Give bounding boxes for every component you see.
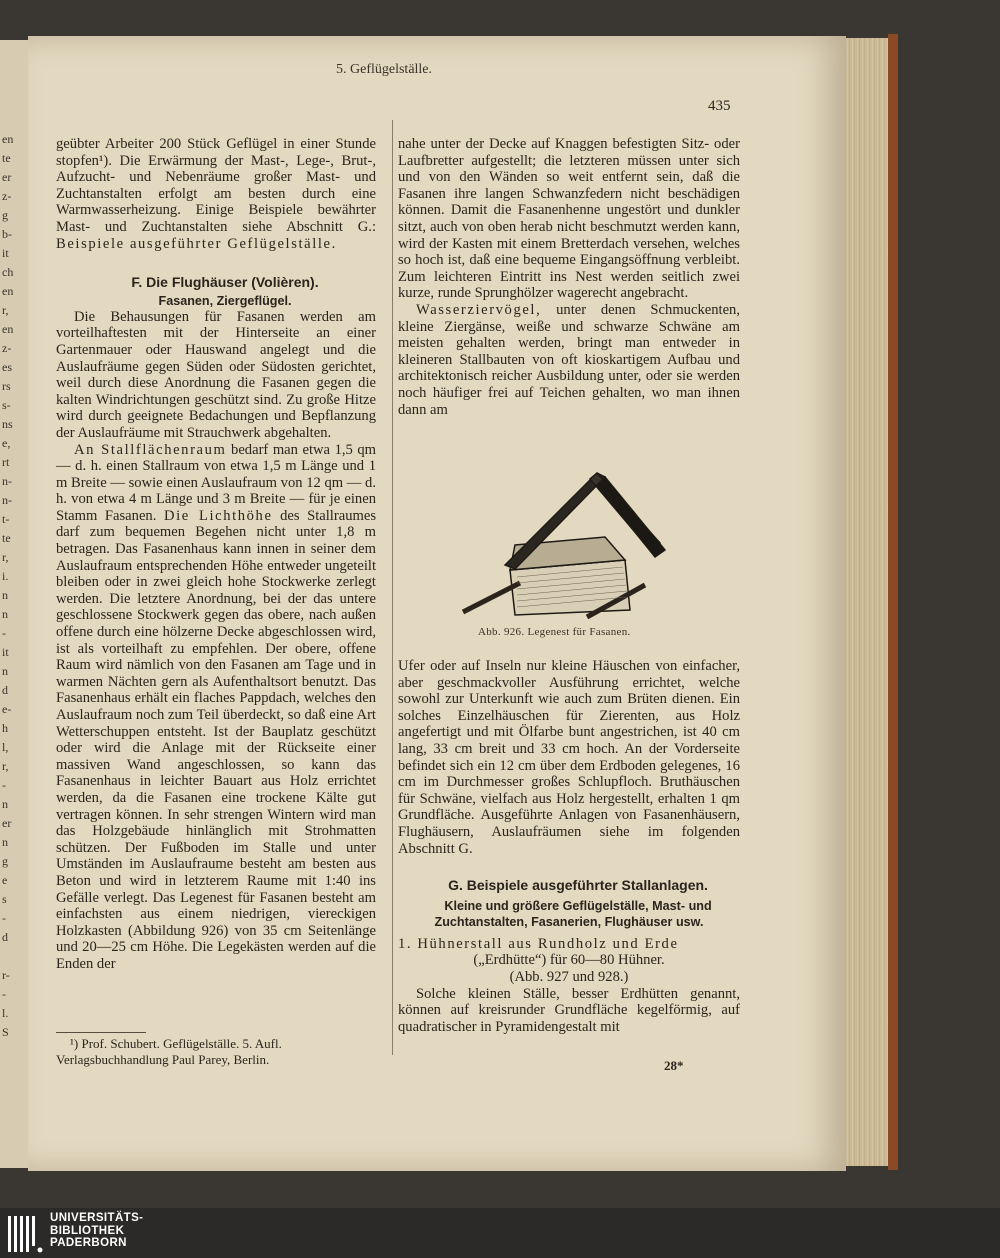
left-page-fragment: rt [2, 455, 10, 469]
left-page-fragment: e, [2, 436, 11, 450]
left-page-fragment: S [2, 1025, 9, 1039]
left-page-fragment: b- [2, 227, 12, 241]
text: geübter Arbeiter 200 Stück Geflügel in einer Stunde stopfen¹). Die Erwärmung der Mast-, Lege-, Brut-, Aufzucht- und Nebenräume großer Mast- und Zuchtanstalten erfolgt am besten durch eine Warmwasserheizung. Einige Beispiele bewährter Mast- und Zuchtanstalten siehe Abschnitt G.: [56, 136, 376, 235]
left-page-fragment: it [2, 246, 9, 260]
footnote: ¹) Prof. Schubert. Geflügelställe. 5. Aufl. Verlagsbuchhandlung Paul Parey, Berlin. [56, 1036, 282, 1067]
spaced-text: Wasserziervögel, [416, 301, 542, 318]
left-page-fragment: en [2, 132, 14, 146]
left-page-fragment: es [2, 360, 12, 374]
left-page-fragment: z- [2, 189, 12, 203]
left-page-fragment: d [2, 683, 8, 697]
left-page-fragment: n [2, 588, 8, 602]
right-column-top [398, 136, 740, 418]
list-item-subline: (Abb. 927 und 928.) [509, 968, 629, 985]
left-page-fragment: er [2, 170, 12, 184]
paragraph: Solche kleinen Ställe, besser Erdhütten genannt, können auf kreisrunder Grundfläche kegelförmig, auf quadratischer in Pyramidengestalt mit [398, 985, 740, 1035]
column-divider [392, 120, 393, 1055]
left-page-fragment: h [2, 721, 8, 735]
left-page-fragment: e [2, 873, 8, 887]
section-subheading-g: Kleine und größere Geflügelställe, Mast- und Zuchtanstalten, Fasanerien, Flughäuser usw. [434, 898, 712, 929]
left-page-fragment: - [2, 778, 6, 792]
left-page-fragment: r- [2, 968, 10, 982]
section-heading-f: F. Die Flughäuser (Volièren). [131, 274, 319, 291]
right-column-bottom [398, 658, 740, 1035]
left-page-fragment: n [2, 835, 8, 849]
text: des Stallraumes darf zum bequemen Begehen nicht unter 1,8 m betragen. Das Fasanenhaus kann innen in seiner dem Auslaufraum entsprechenden Höhe entweder ungeteilt bleiben oder in zwei gleich hohe Stockwerke zerlegt werden. Die letztere Anordnung, bei der das untere geschlossene Stockwerk gegen das obere, nach außen offene durch eine hölzerne Decke abgeschlossen wird, ist als vorteilhaft zu empfehlen. Der obere, offene Raum wird nämlich von den Fasanen am Tage und in warmen Nächten gern als Aufenthaltsort benutzt. Das Fasanenhaus erhält ein flaches Pappdach, welches den Auslaufraum noch zum Teil überdeckt, so daß eine Art Wetterschuppen entsteht. Ist der Bauplatz geschützt oder wird die Anlage mit der Rückseite einer massiven Wand angeschlossen, so kann das Fasanenhaus in leichter Bauart aus Holz errichtet werden, da die Fasanen eine trockene Kälte gut vertragen können. In sehr strengen Wintern wird man das Holzgebäude hinlänglich mit Strohmatten schützen. Der Fußboden im Stalle und unter Umständen im Auslaufraume besteht am besten aus Beton und wird in letzterem Raume mit 1:40 ins Gefälle verlegt. Das Legenest für Fasanen besteht am einfachsten aus einem niedrigen, viereckigen Holzkasten (Abbildung 926) von 35 cm Seitenlänge und 20—25 cm Höhe. Die Legekästen werden auf die Enden der [56, 507, 376, 972]
left-page-fragment: it [2, 645, 9, 659]
paragraph [56, 442, 376, 973]
left-page-fragment: en [2, 284, 14, 298]
page-number: 435 [708, 98, 731, 114]
library-footer [0, 1208, 1000, 1258]
paragraph: Ufer oder auf Inseln nur kleine Häuschen von einfacher, aber geschmackvoller Ausführung errichtet, welche sowohl zur Unterkunft wie auch zum Brüten dienen. Ein solches Einzelhäuschen für Zierenten, aus Holz angefertigt und mit Ölfarbe bunt angestrichen, ist 40 cm lang, 33 cm breit und 33 cm hoch. An der Vorderseite befindet sich ein 12 cm über dem Erdboden gelegenes, 16 cm im Durchmesser großes Schlupfloch. Bruthäuschen für Schwäne, vielfach aus Holz hergestellt, erhalten 1 qm Grundfläche. Ausgeführte Anlagen von Fasanenhäusern, Flughäusern, Auslaufräumen siehe im folgenden Abschnitt G. [398, 658, 740, 857]
paragraph [56, 136, 376, 252]
left-page-fragment: te [2, 531, 11, 545]
spaced-text: An Stallflächenraum [74, 441, 227, 458]
left-page-fragment: r, [2, 303, 9, 317]
left-page-fragment: n [2, 797, 8, 811]
left-page-fragment: n [2, 607, 8, 621]
left-page-fragment: rs [2, 379, 11, 393]
paragraph: Die Behausungen für Fasanen werden am vorteilhaftesten mit der Hinterseite an einer Gartenmauer oder Hauswand angelegt und die Auslaufräume gegen Süden oder Südosten gerichtet, weil durch diese Anordnung die Fasanen gegen die kalten Windrichtungen geschützt sind. Zu große Hitze wird durch geeignete Bedachungen und Bepflanzung der Auslaufräume mit Strauchwerk abgehalten. [56, 308, 376, 441]
left-page-fragment: en [2, 322, 14, 336]
left-page-fragment: te [2, 151, 11, 165]
spaced-text: Die Lichthöhe [163, 507, 273, 524]
logo-line: UNIVERSITÄTS- [50, 1212, 144, 1224]
left-page-fragment: - [2, 987, 6, 1001]
spaced-text: Beispiele ausgeführter Geflügelställe. [56, 235, 337, 252]
paragraph [398, 302, 740, 418]
left-page-fragment: ch [2, 265, 14, 279]
left-page-fragment: er [2, 816, 12, 830]
nest-box-illustration [455, 465, 685, 625]
left-page-fragment: r, [2, 550, 9, 564]
library-logo-icon [6, 1214, 46, 1254]
signature-mark: 28* [664, 1058, 684, 1073]
section-heading-g: G. Beispiele ausgeführter Stallanlagen. [448, 877, 708, 894]
library-logo-text [50, 1212, 143, 1250]
left-page-fragment: d [2, 930, 8, 944]
left-page-fragment: - [2, 911, 6, 925]
left-page-fragment: l, [2, 740, 9, 754]
left-page-fragment: - [2, 626, 6, 640]
list-item-subline: („Erdhütte“) für 60—80 Hühner. [473, 952, 665, 969]
figure-caption: Abb. 926. Legenest für Fasanen. [478, 626, 631, 638]
left-page-edge [0, 40, 30, 1168]
left-page-fragment: g [2, 854, 8, 868]
text: bedarf man etwa 1,5 qm — d. h. einen Stallraum von etwa 1,5 m Länge und 1 m Breite — sowie einen Auslaufraum von 12 qm — d. h. von etwa 4 m Länge und 3 m Breite — für je einen Stamm Fasanen. [56, 441, 376, 524]
left-column [56, 136, 376, 973]
left-page-fragment: l. [2, 1006, 9, 1020]
left-page-fragment: z- [2, 341, 12, 355]
logo-line: PADERBORN [50, 1237, 127, 1249]
list-item-heading: 1. Hühnerstall aus Rundholz und Erde [398, 935, 679, 952]
paragraph: nahe unter der Decke auf Knaggen befestigten Sitz- oder Laufbretter aufgestellt; die letzteren müssen unter sich und von den Wänden so weit entfernt sein, daß die Fasanen ihre langen Schwanzfedern nicht beschädigen können. Damit die Fasanenhenne ungestört und dunkler sitzt, auch von oben herab nicht beschmutzt werden kann, wird der Kasten mit einem Bretterdach versehen, welches so hoch ist, daß eine bequeme Eingangsöffnung verbleibt. Zum leichteren Eintritt ins Nest werden seitlich zwei kurze, runde Sprunghölzer wagerecht angebracht. [398, 136, 740, 302]
logo-line: BIBLIOTHEK [50, 1224, 125, 1237]
left-page-fragment: s- [2, 398, 11, 412]
text: unter denen Schmuckenten, kleine Ziergänse, weiße und schwarze Schwäne am meisten gehalten werden, bringt man entweder in kleineren Stallbauten von oft kioskartigem Aufbau und architektonisch reicher Ausbildung unter, oder sie werden noch häufiger frei auf Teichen gehalten, wo man ihnen dann am [398, 301, 740, 418]
book-cover-edge [888, 34, 898, 1170]
left-page-fragment: e- [2, 702, 12, 716]
left-page-fragment: n- [2, 493, 12, 507]
left-page-fragment: ns [2, 417, 13, 431]
left-page-fragment: n- [2, 474, 12, 488]
left-page-fragment: n [2, 664, 8, 678]
left-page-fragment: r, [2, 759, 9, 773]
running-title: 5. Geflügelställe. [336, 62, 433, 77]
footnote-rule [56, 1032, 146, 1033]
left-page-fragment: g [2, 208, 8, 222]
left-page-fragment: t- [2, 512, 10, 526]
section-subheading-f: Fasanen, Ziergeflügel. [158, 293, 292, 308]
left-page-fragment: s [2, 892, 7, 906]
left-page-fragment: i. [2, 569, 9, 583]
